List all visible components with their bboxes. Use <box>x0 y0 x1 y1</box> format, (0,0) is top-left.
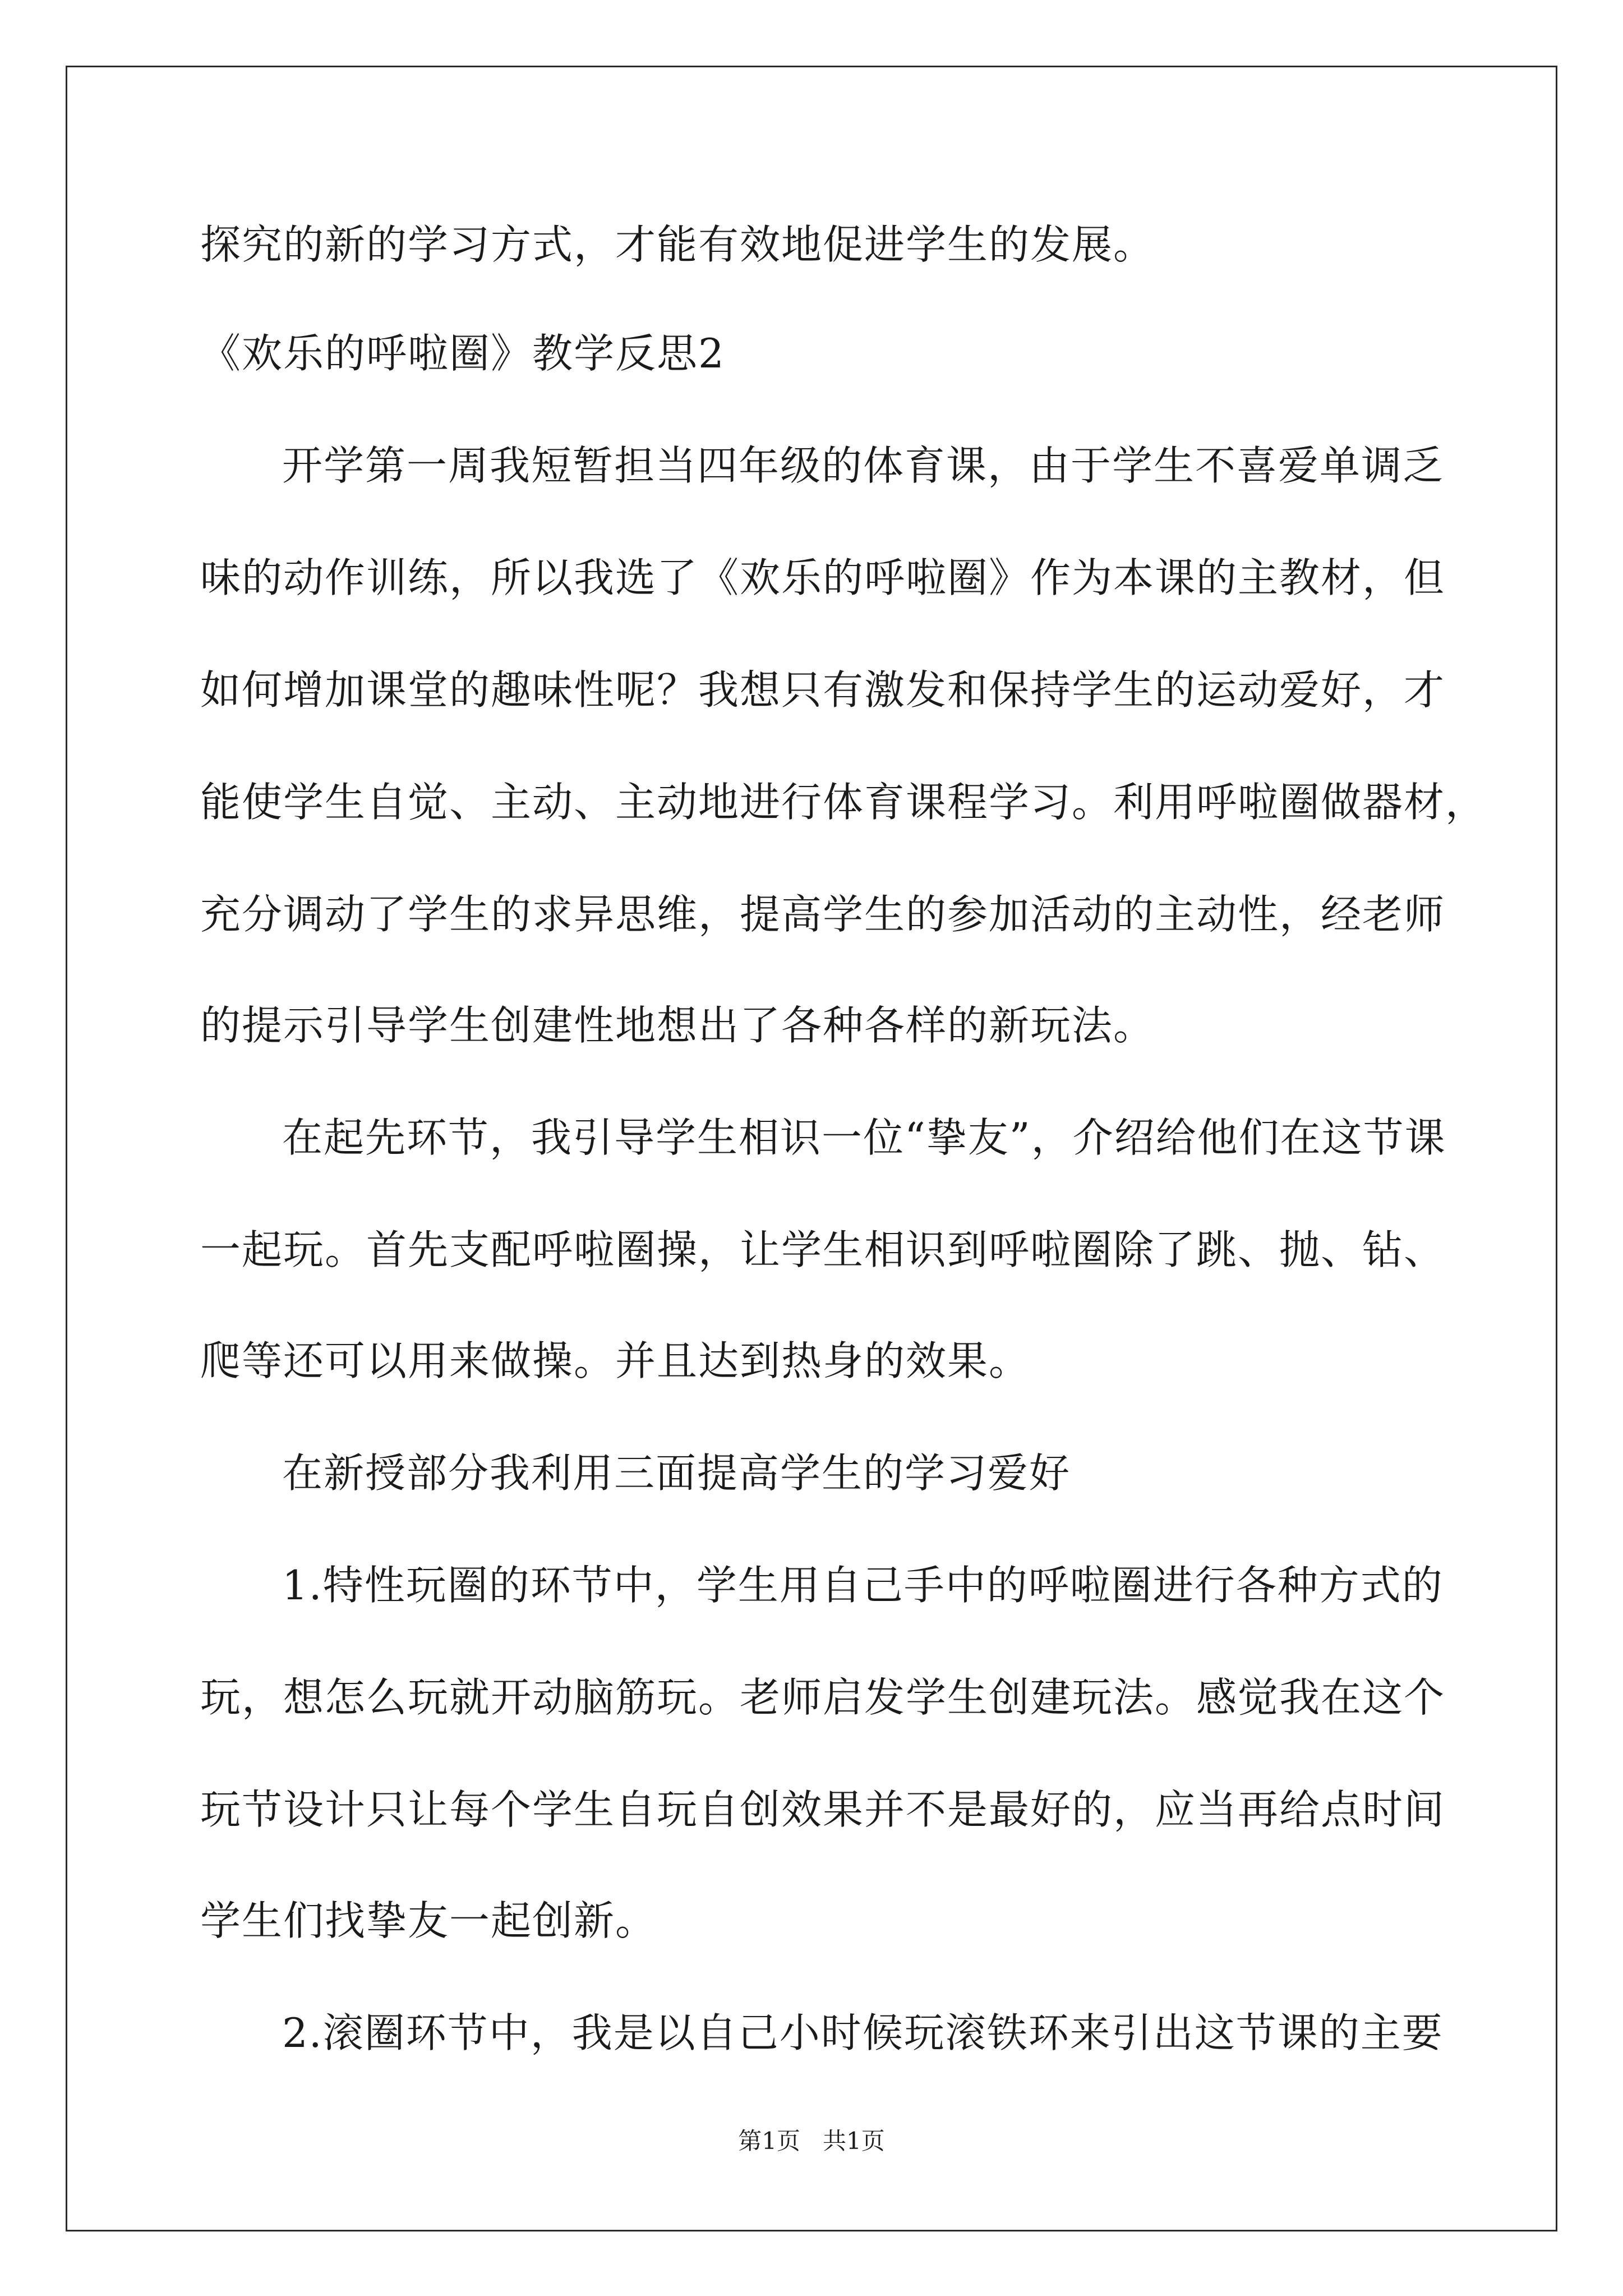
text-line-9: 在起先环节，我引导学生相识一位“挚友”，介绍给他们在这节课 <box>282 1114 1446 1161</box>
text-line-5: 如何增加课堂的趣味性呢？我想只有激发和保持学生的运动爱好，才 <box>200 666 1446 714</box>
text-line-7: 充分调动了学生的求异思维，提高学生的参加活动的主动性，经老师 <box>200 891 1446 938</box>
text-line-15: 玩节设计只让每个学生自玩自创效果并不是最好的，应当再给点时间 <box>200 1786 1446 1833</box>
text-line-6: 能使学生自觉、主动、主动地进行体育课程学习。利用呼啦圈做器材， <box>200 779 1487 826</box>
text-line-11: 爬等还可以用来做操。并且达到热身的效果。 <box>200 1337 1031 1384</box>
text-line-1: 探究的新的学习方式，才能有效地促进学生的发展。 <box>200 221 1155 268</box>
text-line-4: 味的动作训练，所以我选了《欢乐的呼啦圈》作为本课的主教材，但 <box>200 554 1446 601</box>
text-line-10: 一起玩。首先支配呼啦圈操，让学生相识到呼啦圈除了跳、抛、钻、 <box>200 1226 1446 1273</box>
text-line-16: 学生们找挚友一起创新。 <box>200 1897 657 1944</box>
text-line-17: 2.滚圈环节中，我是以自己小时候玩滚铁环来引出这节课的主要 <box>282 2009 1444 2056</box>
page-number-footer: 第1页 共1页 <box>738 2127 885 2155</box>
text-line-12: 在新授部分我利用三面提高学生的学习爱好 <box>282 1450 1071 1497</box>
text-line-13: 1.特性玩圈的环节中，学生用自己手中的呼啦圈进行各种方式的 <box>282 1562 1444 1609</box>
text-line-8: 的提示引导学生创建性地想出了各种各样的新玩法。 <box>200 1002 1155 1049</box>
section-heading: 《欢乐的呼啦圈》教学反思2 <box>200 330 725 377</box>
text-line-14: 玩，想怎么玩就开动脑筋玩。老师启发学生创建玩法。感觉我在这个 <box>200 1674 1446 1721</box>
text-line-3: 开学第一周我短暂担当四年级的体育课，由于学生不喜爱单调乏 <box>282 442 1445 489</box>
